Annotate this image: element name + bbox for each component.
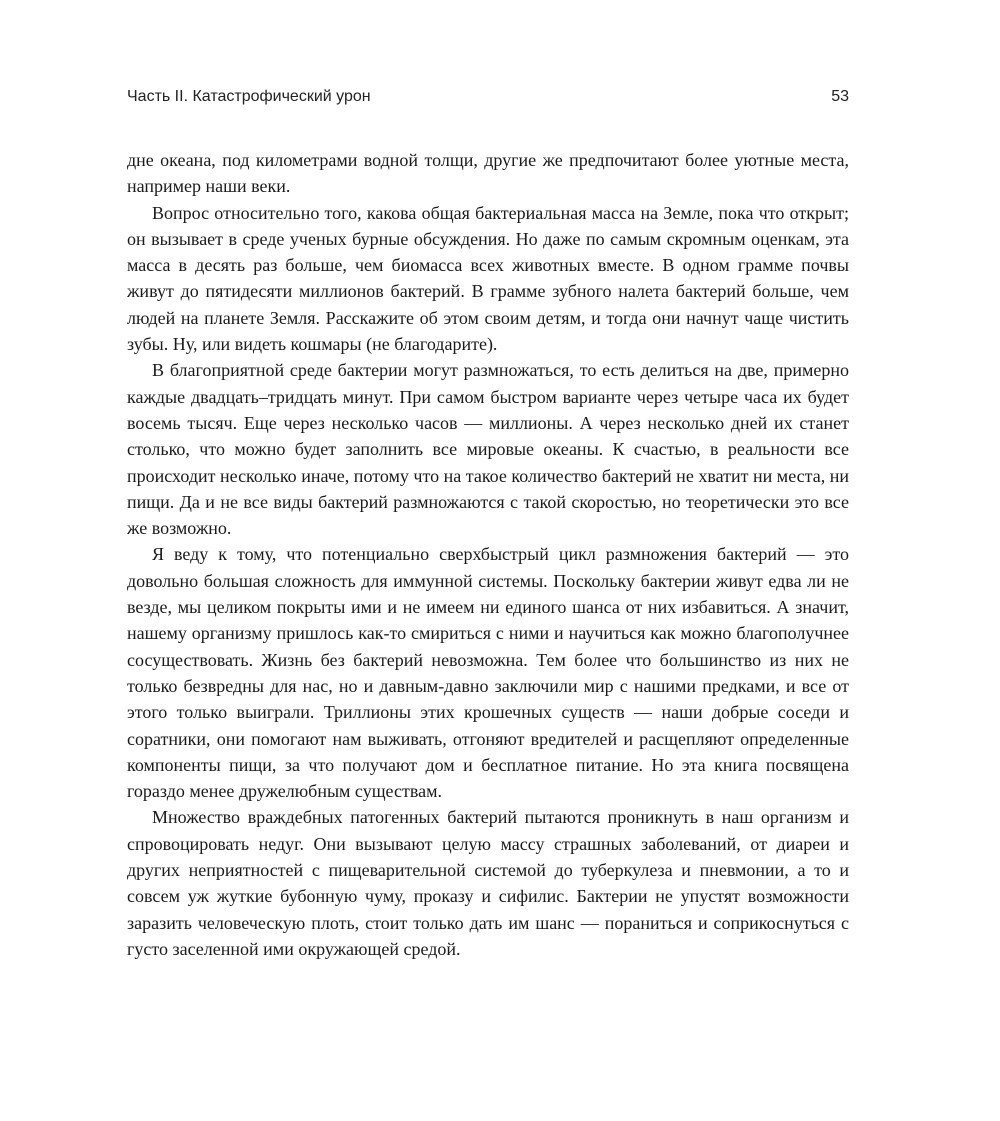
- paragraph-reproduction: В благоприятной среде бактерии могут размножаться, то есть делиться на две, примерно каждые двадцать–тридцать минут. При самом быстром варианте через четыре часа их будет восемь тысяч. Еще через несколько часов — миллионы. А через несколько дней их станет столько, что можно будет заполнить все мировые океаны. К счастью, в реальности все происходит несколько иначе, потому что на такое количество бактерий не хватит ни места, ни пищи. Да и не все виды бактерий размножаются с такой скоростью, но теоретически это все же возможно.: [127, 360, 849, 539]
- paragraph-pathogens: Множество враждебных патогенных бактерий пытаются проникнуть в наш организм и спровоцировать недуг. Они вызывают целую массу страшных заболеваний, от диареи и других неприятностей с пищеварительной системой до туберкулеза и пневмонии, а то и совсем уж жуткие бубонную чуму, проказу и сифилис. Бактерии не упустят возможности заразить человеческую плоть, стоит только дать им шанс — пораниться и соприкоснуться с густо заселенной ими окружающей средой.: [127, 807, 849, 959]
- paragraph-bacterial-mass: Вопрос относительно того, какова общая бактериальная масса на Земле, пока что открыт; он вызывает в среде ученых бурные обсуждения. Но даже по самым скромным оценкам, эта масса в десять раз больше, чем биомасса всех животных вместе. В одном грамме почвы живут до пятидесяти миллионов бактерий. В грамме зубного налета бактерий больше, чем людей на планете Земля. Расскажите об этом своим детям, и тогда они начнут чаще чистить зубы. Ну, или видеть кошмары (не благодарите).: [127, 202, 849, 355]
- paragraph-continued: дне океана, под километрами водной толщи, другие же предпочитают более уютные места, например наши веки.: [127, 150, 849, 197]
- section-title: Часть II. Катастрофический урон: [127, 88, 371, 105]
- page-number: 53: [831, 88, 849, 105]
- body-text: [127, 147, 849, 962]
- paragraph-immune-challenge: Я веду к тому, что потенциально сверхбыстрый цикл размножения бактерий — это довольно большая сложность для иммунной системы. Поскольку бактерии живут едва ли не везде, мы целиком покрыты ими и не имеем ни единого шанса от них избавиться. А значит, нашему организму пришлось как-то смириться с ними и научиться как можно благополучнее сосуществовать. Жизнь без бактерий невозможна. Тем более что большинство из них не только безвредны для нас, но и давным-давно заключили мир с нашими предками, и все от этого только выиграли. Триллионы этих крошечных существ — наши добрые соседи и соратники, они помогают нам выживать, отгоняют вредителей и расщепляют определенные компоненты пищи, за что получают дом и бесплатное питание. Но эта книга посвящена гораздо менее дружелюбным существам.: [127, 544, 849, 802]
- running-head: [127, 84, 849, 110]
